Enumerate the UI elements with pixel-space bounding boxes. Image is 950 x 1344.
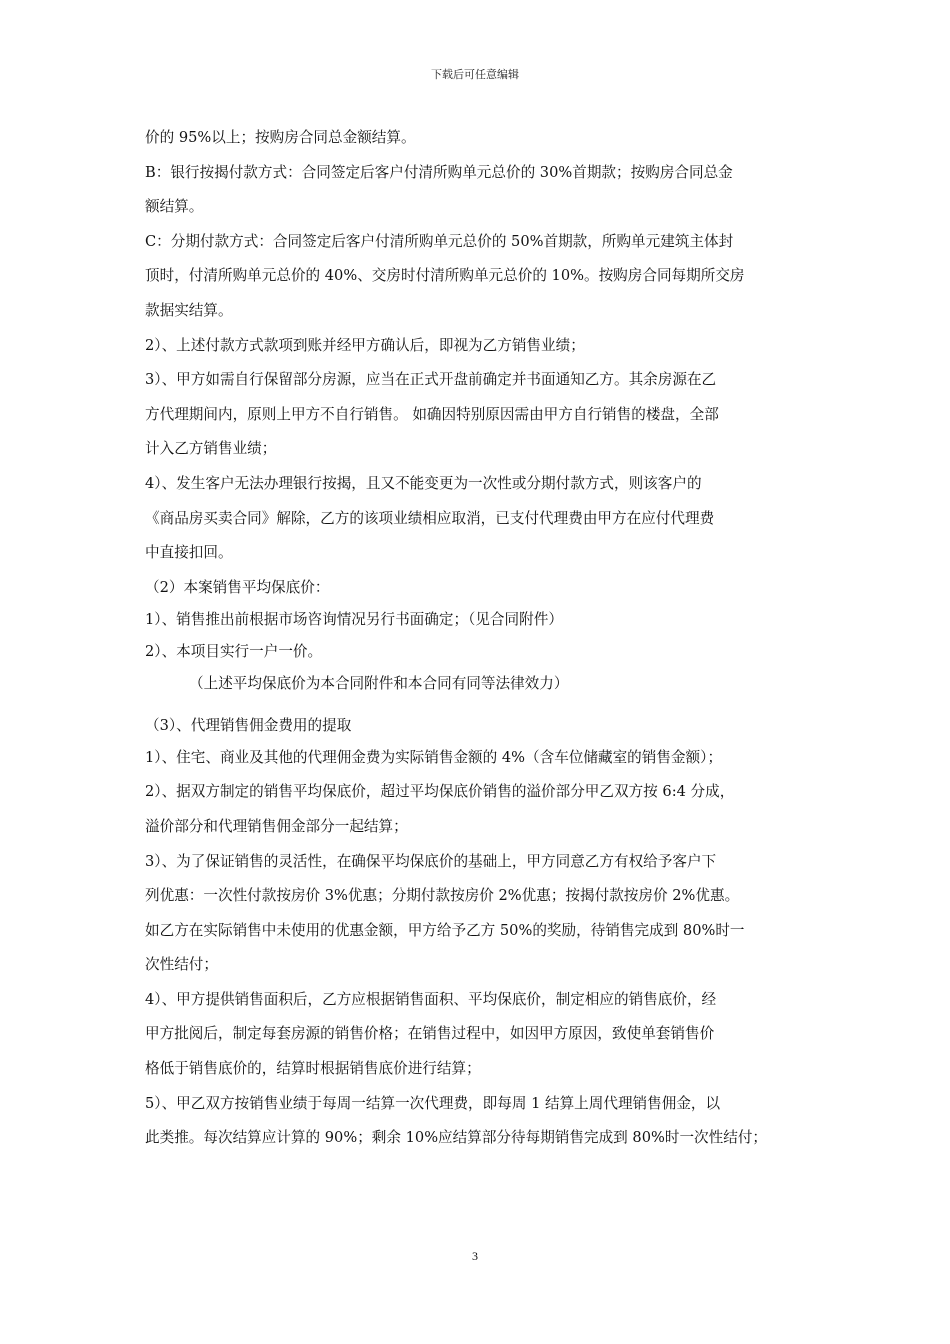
text-line: 1）、销售推出前根据市场咨询情况另行书面确定；（见合同附件） xyxy=(145,610,563,628)
note-line: （上述平均保底价为本合同附件和本合同有同等法律效力） xyxy=(189,674,569,692)
text-line: 额结算。 xyxy=(145,198,204,216)
text-line: 列优惠：一次性付款按房价 3%优惠；分期付款按房价 2%优惠；按揭付款按房价 2%优惠。 xyxy=(145,887,740,905)
text-line: 1）、住宅、商业及其他的代理佣金费为实际销售金额的 4%（含车位储藏室的销售金额）； xyxy=(145,748,723,766)
document-body xyxy=(145,126,815,1161)
text-line: 计入乙方销售业绩； xyxy=(145,440,277,458)
text-line: 2）、本项目实行一户一价。 xyxy=(145,642,323,660)
text-line: 此类推。每次结算应计算的 90%；剩余 10%应结算部分待每期销售完成到 80%时一次性结付； xyxy=(145,1129,768,1147)
text-line: B：银行按揭付款方式：合同签定后客户付清所购单元总价的 30%首期款；按购房合同总金 xyxy=(145,163,733,181)
section-heading: （3）、代理销售佣金费用的提取 xyxy=(145,716,352,734)
text-line: 格低于销售底价的，结算时根据销售底价进行结算； xyxy=(145,1060,481,1078)
text-line: 5）、甲乙双方按销售业绩于每周一结算一次代理费，即每周 1 结算上周代理销售佣金，以 xyxy=(145,1094,721,1112)
text-line: 款据实结算。 xyxy=(145,301,233,319)
text-line: 3）、甲方如需自行保留部分房源，应当在正式开盘前确定并书面通知乙方。其余房源在乙 xyxy=(145,371,717,389)
text-line: 《商品房买卖合同》解除，乙方的该项业绩相应取消，已支付代理费由甲方在应付代理费 xyxy=(145,509,715,527)
text-line: 甲方批阅后，制定每套房源的销售价格；在销售过程中，如因甲方原因，致使单套销售价 xyxy=(145,1025,715,1043)
page-number: 3 xyxy=(472,1249,478,1263)
text-line: 方代理期间内，原则上甲方不自行销售。 如确因特别原因需由甲方自行销售的楼盘，全部 xyxy=(145,405,719,423)
text-line: C：分期付款方式：合同签定后客户付清所购单元总价的 50%首期款，所购单元建筑主体封 xyxy=(145,232,734,250)
text-line: 如乙方在实际销售中未使用的优惠金额，甲方给予乙方 50%的奖励，待销售完成到 80%时一 xyxy=(145,921,745,939)
text-line: 3）、为了保证销售的灵活性，在确保平均保底价的基础上，甲方同意乙方有权给予客户下 xyxy=(145,852,717,870)
text-line: 顶时，付清所购单元总价的 40%、交房时付清所购单元总价的 10%。按购房合同每期所交房 xyxy=(145,267,745,285)
text-line: 4）、发生客户无法办理银行按揭，且又不能变更为一次性或分期付款方式，则该客户的 xyxy=(145,474,702,492)
text-line: 溢价部分和代理销售佣金部分一起结算； xyxy=(145,817,408,835)
text-line: 次性结付； xyxy=(145,956,218,974)
text-line: 中直接扣回。 xyxy=(145,544,233,562)
text-line: 2）、上述付款方式款项到账并经甲方确认后，即视为乙方销售业绩； xyxy=(145,336,585,354)
text-line: 2）、据双方制定的销售平均保底价，超过平均保底价销售的溢价部分甲乙双方按 6:4 分成， xyxy=(145,783,735,801)
page-header: 下载后可任意编辑 xyxy=(431,68,519,81)
section-heading: （2）本案销售平均保底价： xyxy=(145,578,330,596)
text-line: 4）、甲方提供销售面积后，乙方应根据销售面积、平均保底价，制定相应的销售底价，经 xyxy=(145,990,717,1008)
text-line: 价的 95%以上；按购房合同总金额结算。 xyxy=(145,129,416,146)
